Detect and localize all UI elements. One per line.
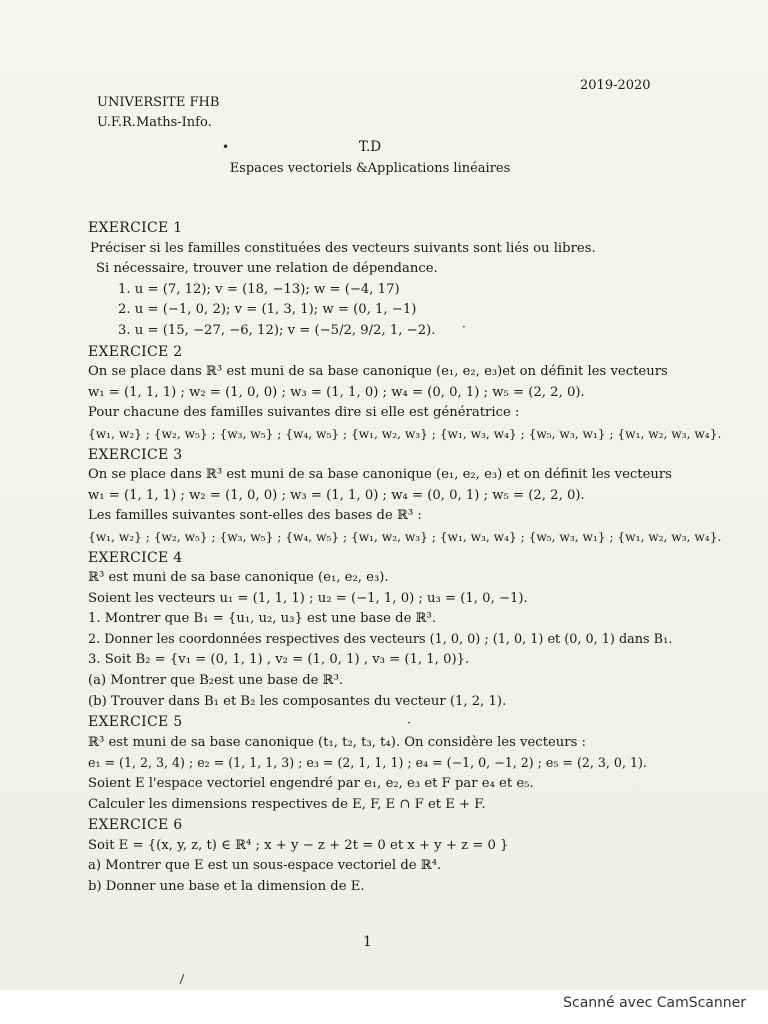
exercise-line: Soit E = {(x, y, z, t) ∈ ℝ⁴ ; x + y − z + 2t = 0 et x + y + z = 0 }: [88, 837, 509, 853]
document-subtitle: Espaces vectoriels &Applications linéaires: [229, 161, 511, 176]
document-title: T.D: [358, 139, 382, 155]
exercise-line: Soient les vecteurs u₁ = (1, 1, 1) ; u₂ = (−1, 1, 0) ; u₃ = (1, 0, −1).: [88, 590, 528, 606]
exercise-line: Préciser si les familles constituées des vecteurs suivants sont liés ou libres.: [90, 240, 596, 256]
exercise-line: w₁ = (1, 1, 1) ; w₂ = (1, 0, 0) ; w₃ = (1, 1, 0) ; w₄ = (0, 0, 1) ; w₅ = (2, 2, 0).: [88, 487, 585, 503]
exercise-line: (b) Trouver dans B₁ et B₂ les composantes du vecteur (1, 2, 1).: [88, 693, 507, 709]
exercise-title: EXERCICE 3: [88, 446, 183, 463]
exercise-line: Si nécessaire, trouver une relation de dépendance.: [96, 261, 438, 277]
exercise-line: a) Montrer que E est un sous-espace vectoriel de ℝ⁴.: [88, 858, 442, 874]
exercise-line: {w₁, w₂} ; {w₂, w₅} ; {w₃, w₅} ; {w₄, w₅} ; {w₁, w₂, w₃} ; {w₁, w₃, w₄} ; {w₅, w₃, w₁} ; {w₁, w₂, w₃, w₄}.: [88, 529, 722, 544]
exercise-list: [88, 218, 722, 898]
exercise-line: e₁ = (1, 2, 3, 4) ; e₂ = (1, 1, 1, 3) ; e₃ = (2, 1, 1, 1) ; e₄ = (−1, 0, −1, 2) ; e₅ = (2, 3, 0, 1).: [88, 755, 647, 771]
exercise-line: Pour chacune des familles suivantes dire si elle est génératrice :: [88, 405, 520, 421]
exercise-item: 3. u = (15, −27, −6, 12); v = (−5/2, 9/2, 1, −2).: [118, 322, 436, 338]
exercise-title: EXERCICE 5: [88, 714, 183, 731]
exercise-title: EXERCICE 1: [88, 220, 183, 236]
exercise-title: EXERCICE 6: [88, 817, 183, 834]
scan-speck: ·: [407, 716, 411, 730]
exercise-line: Les familles suivantes sont-elles des bases de ℝ³ :: [88, 508, 422, 524]
page-number: 1: [363, 934, 372, 950]
university-name: UNIVERSITE FHB: [97, 95, 220, 110]
scan-speck: \: [175, 972, 189, 986]
exercise-line: w₁ = (1, 1, 1) ; w₂ = (1, 0, 0) ; w₃ = (1, 1, 0) ; w₄ = (0, 0, 1) ; w₅ = (2, 2, 0).: [88, 384, 585, 400]
academic-year: 2019-2020: [580, 78, 651, 93]
university-block: [97, 93, 219, 133]
exercise-line: 3. Soit B₂ = {v₁ = (0, 1, 1) , v₂ = (1, 0, 1) , v₃ = (1, 1, 0)}.: [88, 652, 470, 668]
exercise-line: On se place dans ℝ³ est muni de sa base canonique (e₁, e₂, e₃)et on définit les vecteurs: [88, 364, 668, 380]
exercise-line: ℝ³ est muni de sa base canonique (e₁, e₂, e₃).: [88, 570, 389, 586]
exercise-line: b) Donner une base et la dimension de E.: [88, 879, 365, 894]
exercise-line: 1. Montrer que B₁ = {u₁, u₂, u₃} est une base de ℝ³.: [88, 611, 437, 627]
exercise-line: Calculer les dimensions respectives de E, F, E ∩ F et E + F.: [88, 796, 486, 812]
exercise-item: 2. u = (−1, 0, 2); v = (1, 3, 1); w = (0, 1, −1): [118, 302, 417, 318]
scan-speck: •: [222, 140, 230, 154]
exercise-title: EXERCICE 2: [88, 343, 183, 360]
exercise-line: Soient E l'espace vectoriel engendré par e₁, e₂, e₃ et F par e₄ et e₅.: [88, 776, 534, 792]
scan-speck: ·: [462, 320, 466, 334]
exercise-item: 1. u = (7, 12); v = (18, −13); w = (−4, 17): [118, 281, 400, 297]
exercise-line: {w₁, w₂} ; {w₂, w₅} ; {w₃, w₅} ; {w₄, w₅} ; {w₁, w₂, w₃} ; {w₁, w₃, w₄} ; {w₅, w₃, w₁} ; {w₁, w₂, w₃, w₄}.: [88, 426, 722, 441]
exercise-line: (a) Montrer que B₂est une base de ℝ³.: [88, 673, 344, 689]
exercise-line: On se place dans ℝ³ est muni de sa base canonique (e₁, e₂, e₃) et on définit les vecteurs: [88, 467, 672, 483]
ufr-name: U.F.R.Maths-Info.: [97, 115, 212, 130]
exercise-line: ℝ³ est muni de sa base canonique (t₁, t₂, t₃, t₄). On considère les vecteurs :: [88, 734, 586, 750]
camscanner-watermark: Scanné avec CamScanner: [563, 995, 746, 1011]
exercise-title: EXERCICE 4: [88, 549, 183, 566]
exercise-line: 2. Donner les coordonnées respectives des vecteurs (1, 0, 0) ; (1, 0, 1) et (0, 0, 1) dans B₁.: [88, 631, 673, 647]
